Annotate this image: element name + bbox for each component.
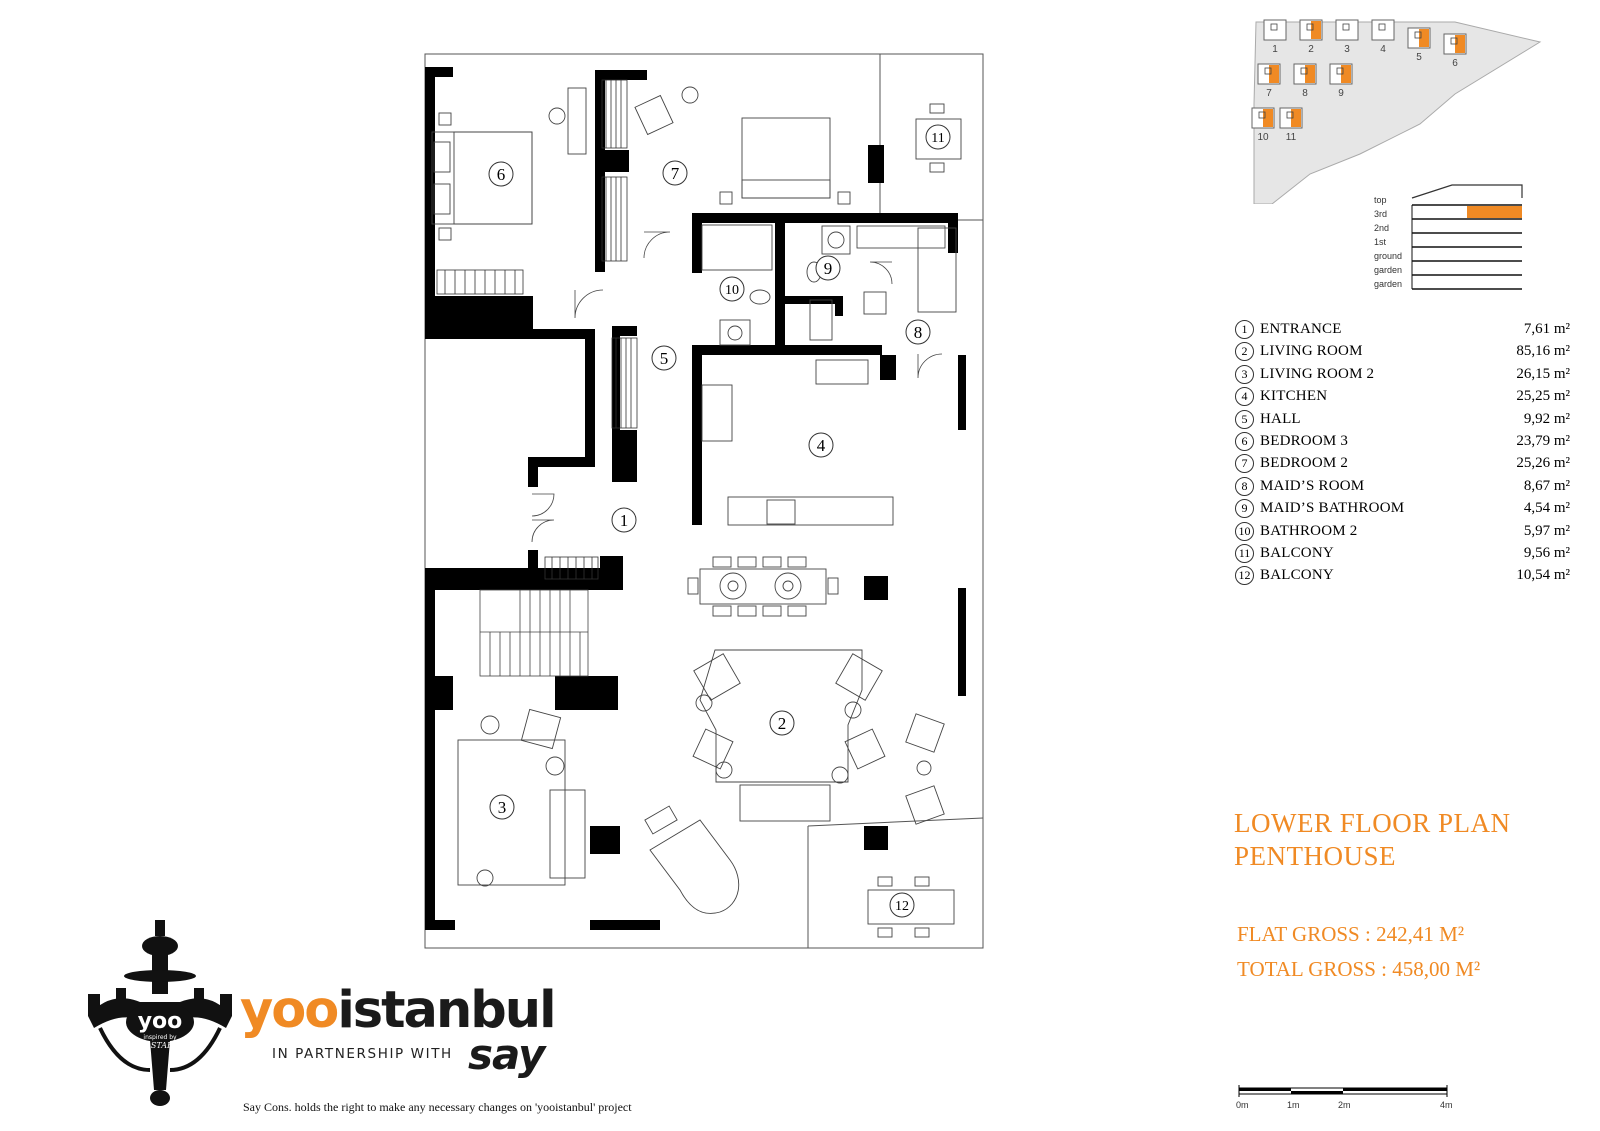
svg-text:6: 6 xyxy=(496,165,506,184)
logo-signature: STARCK xyxy=(150,1041,186,1050)
logo-mark-sub: inspired by xyxy=(143,1034,177,1041)
scale-label: 2m xyxy=(1338,1100,1351,1110)
svg-text:12: 12 xyxy=(895,899,909,914)
brand-wordmark xyxy=(240,981,555,1040)
plan-subtitle: PENTHOUSE xyxy=(1234,841,1397,871)
site-unit-label: 6 xyxy=(1452,58,1458,69)
legend-row xyxy=(1235,564,1570,586)
legend-room-name: BALCONY xyxy=(1260,544,1334,561)
svg-text:7: 7 xyxy=(670,164,680,183)
svg-text:10: 10 xyxy=(725,283,739,298)
legend-room-area: 4,54 m² xyxy=(1523,500,1570,517)
staircase xyxy=(480,590,588,676)
legend-room-number: 12 xyxy=(1235,566,1254,585)
floor-level-label: garden xyxy=(1374,265,1403,275)
flat-gross-area: FLAT GROSS : 242,41 M² xyxy=(1237,922,1465,946)
legend-room-name: ENTRANCE xyxy=(1260,321,1342,337)
legend-room-number: 9 xyxy=(1235,499,1254,518)
legend-room-name: BALCONY xyxy=(1260,567,1334,584)
legend-room-name: MAID’S ROOM xyxy=(1260,477,1365,494)
legend-room-area: 5,97 m² xyxy=(1523,522,1570,539)
legend-room-name: LIVING ROOM 2 xyxy=(1260,365,1375,382)
legend-room-area: 25,26 m² xyxy=(1516,455,1570,472)
room-label-8 xyxy=(906,320,930,344)
legend-row xyxy=(1235,430,1570,452)
legend-room-name: BEDROOM 3 xyxy=(1260,432,1349,449)
room-label-7 xyxy=(663,161,687,185)
legend-room-number: 4 xyxy=(1235,387,1254,406)
brand-yoo: yoo xyxy=(240,981,338,1040)
legend-row xyxy=(1235,408,1570,430)
svg-text:3: 3 xyxy=(497,798,507,817)
floor-level-6 xyxy=(1374,275,1522,289)
legend-row xyxy=(1235,475,1570,497)
legend-room-name: BATHROOM 2 xyxy=(1260,522,1358,539)
legend-room-area: 8,67 m² xyxy=(1523,477,1570,494)
legend-room-area: 10,54 m² xyxy=(1516,567,1570,584)
legend-row xyxy=(1235,542,1570,564)
selected-floor-marker xyxy=(1467,206,1522,218)
legend-room-number: 2 xyxy=(1235,342,1254,361)
legend-room-number: 10 xyxy=(1235,522,1254,541)
site-unit-label: 3 xyxy=(1344,44,1350,55)
legend-row xyxy=(1235,363,1570,385)
scale-bar xyxy=(1238,1084,1448,1098)
floor-level-label: 2nd xyxy=(1374,223,1390,233)
floor-level-label: ground xyxy=(1374,251,1403,261)
site-unit-label: 5 xyxy=(1416,52,1422,63)
legend-room-number: 6 xyxy=(1235,432,1254,451)
legend-room-name: HALL xyxy=(1260,410,1301,427)
site-unit-label: 10 xyxy=(1257,132,1269,143)
site-unit-label: 2 xyxy=(1308,44,1314,55)
svg-text:2: 2 xyxy=(777,714,787,733)
room-label-1 xyxy=(612,508,636,532)
floor-level-label: garden xyxy=(1374,279,1403,289)
legend-room-name: LIVING ROOM xyxy=(1260,343,1363,360)
room-label-10 xyxy=(720,277,744,301)
legend-room-area: 7,61 m² xyxy=(1523,321,1570,337)
floor-level-label: top xyxy=(1374,195,1387,205)
floor-level-2 xyxy=(1374,219,1522,233)
svg-text:1: 1 xyxy=(619,511,629,530)
disclaimer: Say Cons. holds the right to make any necessary changes on 'yooistanbul' project xyxy=(243,1100,632,1114)
legend-room-number: 11 xyxy=(1235,544,1254,563)
room-label-11 xyxy=(926,125,950,149)
room-label-5 xyxy=(652,346,676,370)
chandelier-logo xyxy=(80,920,240,1120)
room-label-12 xyxy=(890,893,914,917)
legend-room-name: MAID’S BATHROOM xyxy=(1260,500,1405,517)
total-gross-area: TOTAL GROSS : 458,00 M² xyxy=(1237,957,1481,981)
scale-label: 1m xyxy=(1287,1100,1300,1110)
legend-room-area: 9,92 m² xyxy=(1523,410,1570,427)
partnership-text: IN PARTNERSHIP WITH xyxy=(272,1046,453,1062)
legend-row xyxy=(1235,385,1570,407)
svg-text:4: 4 xyxy=(816,436,826,455)
legend-room-area: 26,15 m² xyxy=(1516,365,1570,382)
room-labels xyxy=(489,125,950,917)
legend-room-name: KITCHEN xyxy=(1260,388,1328,405)
legend-room-area: 85,16 m² xyxy=(1516,343,1570,360)
floor-level-0 xyxy=(1374,195,1522,205)
scale-label: 0m xyxy=(1236,1100,1249,1110)
room-label-4 xyxy=(809,433,833,457)
site-unit-label: 4 xyxy=(1380,44,1386,55)
floor-level-4 xyxy=(1374,247,1522,261)
brand-istanbul: istanbul xyxy=(337,981,555,1040)
legend-room-number: 1 xyxy=(1235,320,1254,339)
floor-level-label: 3rd xyxy=(1374,209,1388,219)
floor-levels xyxy=(1374,195,1522,289)
legend-room-number: 3 xyxy=(1235,365,1254,384)
site-unit-label: 7 xyxy=(1266,88,1272,99)
floor-indicator xyxy=(1372,182,1528,298)
room-label-2 xyxy=(770,711,794,735)
logo-mark-text: yoo xyxy=(137,1009,183,1034)
svg-text:8: 8 xyxy=(913,323,923,342)
legend-room-name: BEDROOM 2 xyxy=(1260,455,1349,472)
legend-row xyxy=(1235,497,1570,519)
legend-room-number: 8 xyxy=(1235,477,1254,496)
room-label-9 xyxy=(816,256,840,280)
svg-text:9: 9 xyxy=(823,259,833,278)
svg-text:11: 11 xyxy=(931,131,945,146)
legend-row xyxy=(1235,452,1570,474)
room-label-6 xyxy=(489,162,513,186)
say-logo: say xyxy=(468,1030,545,1079)
legend-row xyxy=(1235,340,1570,362)
site-unit-label: 9 xyxy=(1338,88,1344,99)
legend-room-area: 25,25 m² xyxy=(1516,388,1570,405)
floor-level-3 xyxy=(1374,233,1522,247)
scale-label: 4m xyxy=(1440,1100,1453,1110)
legend-room-number: 5 xyxy=(1235,410,1254,429)
site-unit-label: 11 xyxy=(1285,132,1297,143)
svg-text:5: 5 xyxy=(659,349,669,368)
room-label-3 xyxy=(490,795,514,819)
room-legend xyxy=(1235,318,1570,587)
roof-outline xyxy=(1412,185,1522,198)
floor-level-5 xyxy=(1374,261,1522,275)
legend-room-number: 7 xyxy=(1235,454,1254,473)
site-unit-label: 8 xyxy=(1302,88,1308,99)
floor-level-1 xyxy=(1374,205,1522,219)
site-unit-label: 1 xyxy=(1272,44,1278,55)
legend-room-area: 23,79 m² xyxy=(1516,432,1570,449)
legend-row xyxy=(1235,318,1570,340)
legend-room-area: 9,56 m² xyxy=(1523,544,1570,561)
floor-level-label: 1st xyxy=(1374,237,1387,247)
legend-row xyxy=(1235,520,1570,542)
plan-title: LOWER FLOOR PLAN xyxy=(1234,808,1511,838)
site-map xyxy=(1250,14,1550,204)
